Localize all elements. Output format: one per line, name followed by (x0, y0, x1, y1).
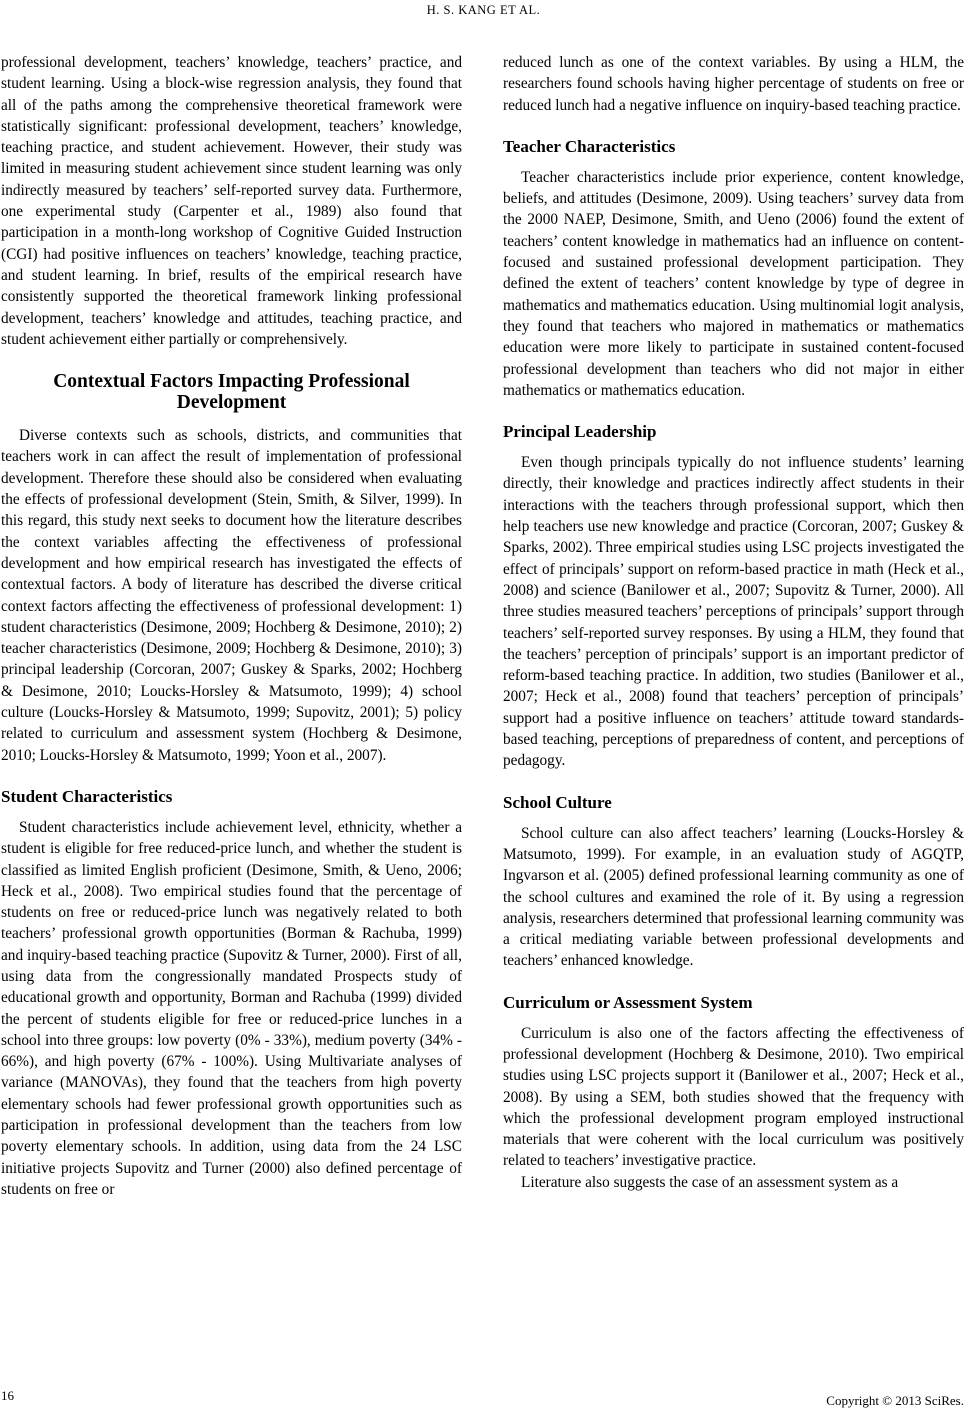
paragraph-school-culture: School culture can also affect teachers’ learning (Loucks-Horsley & Matsumoto, 1999). For example, in an evaluation study of AGQTP, Ingvarson et al. (2005) defined professional learning community as one of the school cultures and examined the role of it. By using a regression analysis, researchers determined that professional learning community was a critical mediating variable between professional developments and teachers’ enhanced knowledge. (503, 824, 964, 970)
heading-teacher-characteristics: Teacher Characteristics (503, 136, 676, 156)
paragraph-student-characteristics: Student characteristics include achievement level, ethnicity, whether a student is eligible for free reduced-price lunch, and whether the student is classified as limited English proficient (Desimone, Smith, & Ueno, 2006; Heck et al., 2008). Two empirical studies found that the percentage of students on free or reduced-price lunch was negatively related to both teachers’ professional growth opportunities (Borman & Rachuba, 1999) and inquiry-based teaching practice (Supovitz & Turner, 2000). First of all, using data from the congressionally mandated Prospects study of educational growth and opportunity, Borman and Rachuba (1999) divided the percent of students eligible for free or reduced-price lunches in a school into three groups: low poverty (0% - 33%), medium poverty (34% - 66%), and high poverty (67% - 100%). Using Multivariate analyses of variance (MANOVAs), they found that the teachers from high poverty elementary schools had fewer professional growth opportunities such as participation in professional development than the teachers from low poverty elementary schools. In addition, using data from the 24 LSC initiative projects Supovitz and Turner (2000) also defined percentage of students on free or (1, 818, 462, 1198)
paragraph-assessment-start: Literature also suggests the case of an assessment system as a (521, 1173, 899, 1191)
paragraph-principal-leadership: Even though principals typically do not influence students’ learning directly, their knowledge and practices indirectly affect students in their interactions with the teachers through professional support, which then help teachers use new knowledge and practice (Corcoran, 2007; Guskey & Sparks, 2002). Three empirical studies using LSC projects investigated the effect of principals’ support on reform-based practice in math (Heck et al., 2008) and science (Banilower et al., 2007; Supovitz & Turner, 2000). All three studies measured teachers’ perceptions of principals’ support through teachers’ self-reported survey responses. By using a HLM, they found that the teachers’ perception of principals’ support is an important predictor of reform-based teaching practice. In addition, two studies (Banilower et al., 2007; Heck et al., 2008) found that teachers’ perception of principals’ support had a positive influence on teachers’ attitude toward standards-based teaching, perceptions of preparedness of content, and perceptions of pedagogy. (503, 454, 964, 770)
left-column (1, 52, 462, 1200)
paragraph-continued: reduced lunch as one of the context variables. By using a HLM, the researchers found schools having higher percentage of students on free or reduced lunch had a negative influence on inquiry-based teaching practice. (503, 54, 964, 114)
section-title (1, 371, 462, 413)
paragraph-intro: professional development, teachers’ knowledge, teachers’ practice, and student learning. Using a block-wise regression analysis, they found that all of the paths among the comprehensive theoretical framework were statistically significant: professional development, teachers’ knowledge, teaching practice, and student achievement. However, their study was limited in measuring student achievement since student learning was only indirectly measured by teachers’ self-reported survey data. Furthermore, one experimental study (Carpenter et al., 1989) also found that participation in a month-long workshop of Cognitive Guided Instruction (CGI) had positive influences on teachers’ knowledge, teaching practice, and student learning. In brief, results of the empirical research have consistently supported the theoretical framework linking professional development, teachers’ knowledge and attitudes, teaching practice, and student achievement either partially or comprehensively. (1, 54, 462, 348)
section-title-line1: Contextual Factors Impacting Professional (53, 371, 410, 393)
heading-principal-leadership: Principal Leadership (503, 422, 657, 442)
running-head: H. S. KANG ET AL. (426, 3, 541, 17)
copyright-notice: Copyright © 2013 SciRes. (826, 1393, 964, 1408)
heading-student-characteristics: Student Characteristics (1, 786, 173, 806)
paragraph-curriculum: Curriculum is also one of the factors affecting the effectiveness of professional development (Hochberg & Desimone, 2010). Two empirical studies using LSC projects support it (Banilower et al., 2007; Heck et al., 2008). By using a SEM, both studies showed that the frequency with which the professional development program employed instructional materials that were coherent with the local curriculum was positively related to teachers’ investigative practice. (503, 1024, 964, 1170)
page-number: 16 (1, 1388, 14, 1403)
paragraph-contexts: Diverse contexts such as schools, districts, and communities that teachers work in can affect the result of implementation of professional development. Therefore these should also be considered when evaluating the effects of professional development (Stein, Smith, & Silver, 1999). In this regard, this study next seeks to document how the literature describes the context variables affecting the effectiveness of professional development and how empirical research has investigated the effects of contextual factors. A body of literature has described the diverse critical context factors affecting the effectiveness of professional development: 1) student characteristics (Desimone, 2009; Hochberg & Desimone, 2010); 2) teacher characteristics (Desimone, 2009; Hochberg & Desimone, 2010); 3) principal leadership (Corcoran, 2007; Guskey & Sparks, 2002; Hochberg & Desimone, 2010; Loucks-Horsley & Matsumoto, 1999); 4) school culture (Loucks-Horsley & Matsumoto, 1999; Supovitz, 2001); 5) policy related to curriculum and assessment system (Hochberg & Desimone, 2010; Loucks-Horsley & Matsumoto, 1999; Yoon et al., 2007). (1, 427, 462, 764)
section-title-line2: Development (176, 392, 287, 414)
heading-curriculum-assessment: Curriculum or Assessment System (503, 992, 753, 1012)
heading-school-culture: School Culture (503, 792, 612, 812)
paragraph-teacher-characteristics: Teacher characteristics include prior experience, content knowledge, beliefs, and attitudes (Desimone, 2009). Using teachers’ survey data from the 2000 NAEP, Desimone, Smith, and Ueno (2006) found the extent of teachers’ content knowledge in mathematics had an influence on content-focused and sustained professional development participation. They defined the extent of teachers’ content knowledge by type of degree in mathematics and mathematics education. Using multinomial logit analysis, they found that teachers who majored in mathematics or mathematics education were more likely to participate in sustained content-focused professional development than teachers who did not major in either mathematics or mathematics education. (503, 168, 964, 399)
right-column (503, 52, 964, 1193)
